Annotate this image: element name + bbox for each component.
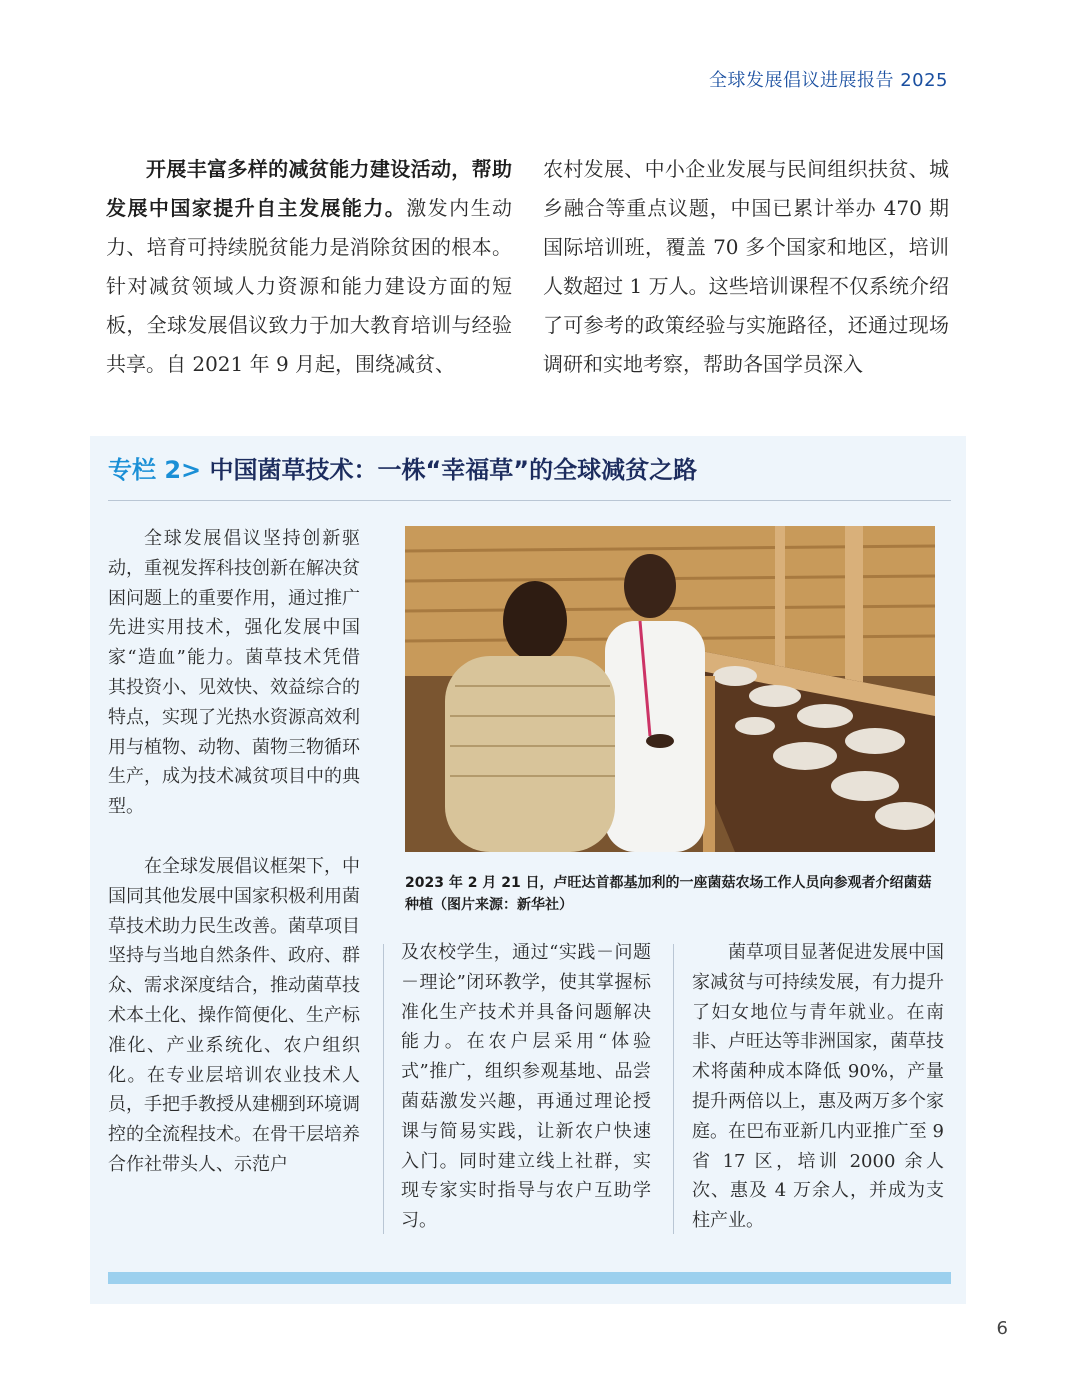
box-heading: 中国菌草技术：一株“幸福草”的全球减贫之路 [201, 456, 698, 484]
intro-right-text: 农村发展、中小企业发展与民间组织扶贫、城乡融合等重点议题，中国已累计举办 470 期国际培训班，覆盖 70 多个国家和地区，培训人数超过 1 万人。这些培训课程不仅系统介绍了可参考的政策经验与实施路径，还通过现场调研和实地考察，帮助各国学员深入 [543, 157, 949, 376]
feature-box [90, 436, 966, 1304]
column-divider-2 [673, 944, 674, 1234]
box-col2-paragraph: 及农校学生，通过“实践－问题－理论”闭环教学，使其掌握标准化生产技术并具备问题解决能力。在农户层采用“体验式”推广，组织参观基地、品尝菌菇激发兴趣，再通过理论授课与简易实践，让新农户快速入门。同时建立线上社群，实现专家实时指导与农户互助学习。 [401, 942, 651, 1232]
photo-illustration [405, 526, 935, 852]
box-tag: 专栏 2> [108, 456, 202, 484]
intro-left-column [106, 150, 512, 384]
title-divider [108, 500, 951, 501]
box-column-1 [108, 524, 360, 1180]
box-col3-paragraph: 菌草项目显著促进发展中国家减贫与可持续发展，有力提升了妇女地位与青年就业。在南非、卢旺达等非洲国家，菌草技术将菌种成本降低 90%，产量提升两倍以上，惠及两万多个家庭。在巴布亚新几内亚推广至 9 省 17 区，培训 2000 余人次、惠及 4 万余人，并成为支柱产业。 [692, 942, 944, 1232]
box-column-3 [692, 938, 944, 1236]
intro-right-column [543, 150, 949, 384]
report-header-title: 全球发展倡议进展报告 2025 [708, 70, 948, 91]
box-col1-paragraph-1: 全球发展倡议坚持创新驱动，重视发挥科技创新在解决贫困问题上的重要作用，通过推广先进实用技术，强化发展中国家“造血”能力。菌草技术凭借其投资小、见效快、效益综合的特点，实现了光热水资源高效利用与植物、动物、菌物三物循环生产，成为技术减贫项目中的典型。 [108, 528, 360, 818]
photo-caption: 2023 年 2 月 21 日，卢旺达首都基加利的一座菌菇农场工作人员向参观者介绍菌菇种植（图片来源：新华社） [405, 875, 932, 913]
box-bottom-bar [108, 1272, 951, 1284]
page-number: 6 [996, 1318, 1008, 1339]
box-column-2 [401, 938, 651, 1236]
column-divider-1 [383, 944, 384, 1234]
mushroom-farm-photo [405, 526, 935, 852]
intro-lead-bold: 开展丰富多样的减贫能力建设活动，帮助发展中国家提升自主发展能力。 [106, 157, 512, 220]
intro-left-text: 激发内生动力、培育可持续脱贫能力是消除贫困的根本。针对减贫领域人力资源和能力建设方面的短板，全球发展倡议致力于加大教育培训与经验共享。自 2021 年 9 月起，围绕减贫、 [106, 196, 513, 376]
box-title [108, 450, 697, 485]
box-col1-paragraph-2: 在全球发展倡议框架下，中国同其他发展中国家积极利用菌草技术助力民生改善。菌草项目坚持与当地自然条件、政府、群众、需求深度结合，推动菌草技术本土化、操作简便化、生产标准化、产业系统化、农户组织化。在专业层培训农业技术人员，手把手教授从建棚到环境调控的全流程技术。在骨干层培养合作社带头人、示范户 [108, 855, 360, 1175]
